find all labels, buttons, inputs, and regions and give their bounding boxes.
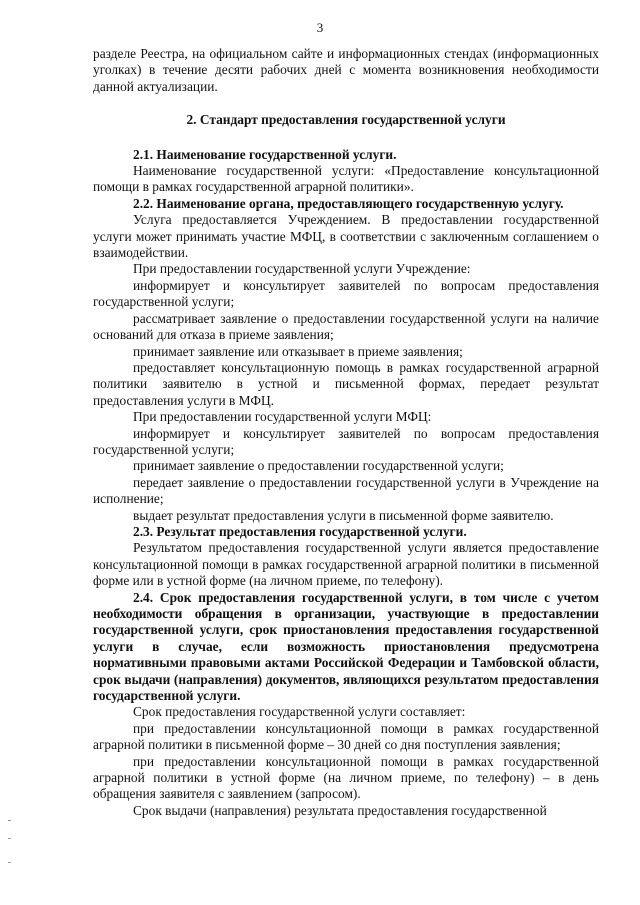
paragraph-2-2-mfc-accepts: принимает заявление о предоставлении государственной услуги; <box>133 458 504 474</box>
heading-2-1: 2.1. Наименование государственной услуги. <box>133 146 397 162</box>
paragraph-2-4-issue-term: Срок выдачи (направления) результата предоставления государственной <box>133 802 547 818</box>
paragraph-2-2-accepts: принимает заявление или отказывает в приеме заявления; <box>133 343 463 359</box>
paragraph-2-4-written: при предоставлении консультационной помощи в рамках государственной аграрной политики в письменной форме – 30 дней со дня поступления заявления; <box>93 720 599 753</box>
paragraph-2-4-oral: при предоставлении консультационной помощи в рамках государственной аграрной политики в устной форме (на личном приеме, по телефону) – в день обращения заявителя с заявлением (запросом). <box>93 753 599 802</box>
paragraph-2-2-institution-intro: При предоставлении государственной услуги Учреждение: <box>133 261 471 277</box>
scan-mark <box>8 838 11 839</box>
document-body <box>93 46 599 819</box>
paragraph-2-3: Результатом предоставления государственной услуги является предоставление консультационной помощи в рамках государственной аграрной политики в письменной форме или в устной форме (на личном приеме, по телефону). <box>93 540 599 589</box>
paragraph-2-2-mfc-transfers: передает заявление о предоставлении государственной услуги в Учреждение на исполнение; <box>93 474 599 507</box>
paragraph-2-2-informs: информирует и консультирует заявителей по вопросам предоставления государственной услуги; <box>93 277 599 310</box>
paragraph-2-2-mfc-informs: информирует и консультирует заявителей по вопросам предоставления государственной услуги; <box>93 425 599 457</box>
paragraph-2-2-reviews: рассматривает заявление о предоставлении государственной услуги на наличие оснований для отказа в приеме заявления; <box>93 310 599 343</box>
scan-mark <box>8 862 11 863</box>
paragraph-2-1: Наименование государственной услуги: «Предоставление консультационной помощи в рамках государственной аграрной политики». <box>93 163 599 195</box>
page-number: 3 <box>316 20 324 35</box>
heading-2-2: 2.2. Наименование органа, предоставляющего государственную услугу. <box>133 195 564 211</box>
paragraph-2-2-provider: Услуга предоставляется Учреждением. В предоставлении государственной услуги может принимать участие МФЦ, в соответствии с заключенным соглашением о взаимодействии. <box>93 212 599 261</box>
scan-mark <box>8 820 11 821</box>
paragraph-2-4-intro: Срок предоставления государственной услуги составляет: <box>133 704 466 720</box>
paragraph-2-2-provides: предоставляет консультационную помощь в рамках государственной аграрной политики заявителю в устной и письменной формах, передает результат предоставления услуги в МФЦ. <box>93 359 599 408</box>
heading-2-3: 2.3. Результат предоставления государственной услуги. <box>133 523 467 539</box>
section-title: 2. Стандарт предоставления государственной услуги <box>186 112 506 128</box>
heading-2-4: 2.4. Срок предоставления государственной услуги, в том числе с учетом необходимости обращения в организации, участвующие в предоставлении государственной услуги, срок приостановления предоставления государственной услуги в случае, если возможность приостановления предусмотрена нормативными правовыми актами Российской Федерации и Тамбовской области, срок выдачи (направления) документов, являющихся результатом предоставления государственной услуги. <box>93 589 599 704</box>
paragraph-2-2-mfc-intro: При предоставлении государственной услуги МФЦ: <box>133 409 432 425</box>
paragraph-continuation: разделе Реестра, на официальном сайте и информационных стендах (информационных уголках) в течение десяти рабочих дней с момента возникновения необходимости данной актуализации. <box>93 46 599 94</box>
paragraph-2-2-mfc-issues: выдает результат предоставления услуги в письменной форме заявителю. <box>133 507 554 523</box>
